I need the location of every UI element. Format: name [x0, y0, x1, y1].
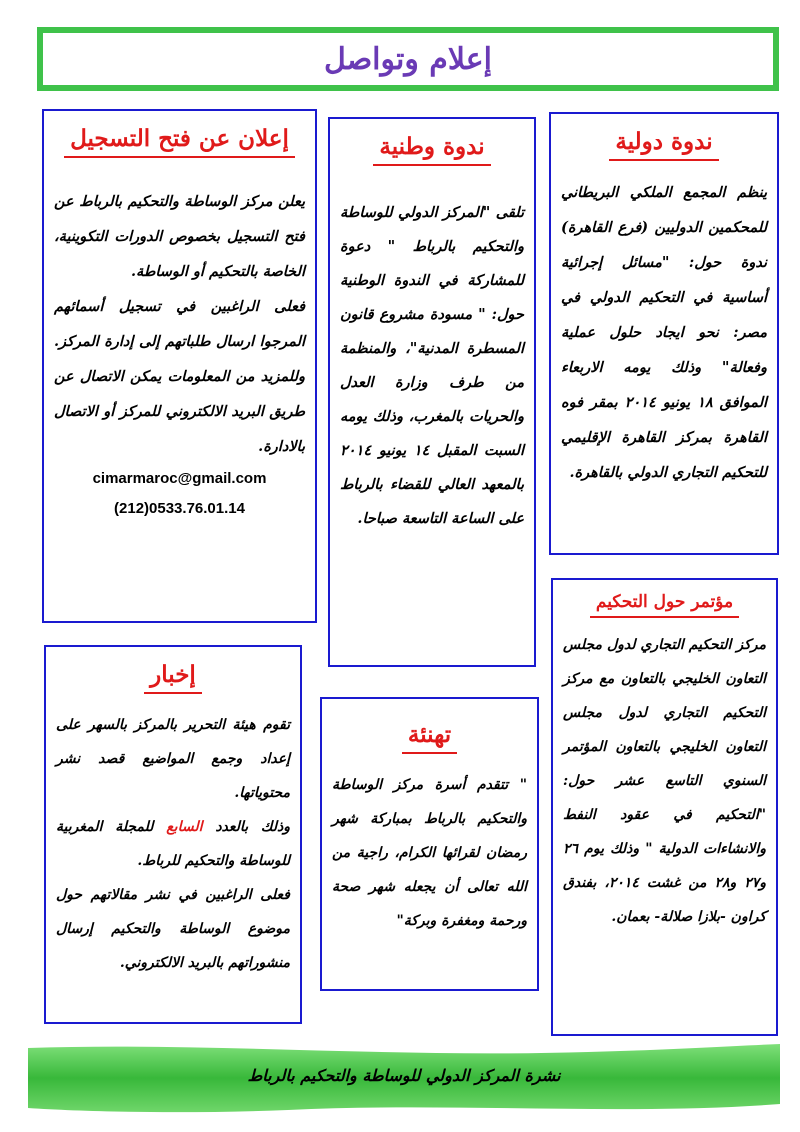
registration-paragraph-2: فعلى الراغبين في تسجيل أسمائهم المرجوا ارسال طلباتهم إلى إدارة المركز. وللمزيد من المعلومات يمكن الاتصال عن طريق البريد الالكتروني للمركز أو الاتصال بالادارة.: [54, 298, 305, 455]
congratulations-text: " تتقدم أسرة مركز الوساطة والتحكيم بالرباط بمباركة شهر رمضان لقرائها الكرام، راجية من الله تعالى أن يجعله شهر صحة ورحمة ومغفرة وبركة": [332, 777, 527, 929]
international-seminar-text: ينظم المجمع الملكي البريطاني للمحكمين الدوليين (فرع القاهرة) ندوة حول: "مسائل إجرائية أساسية في التحكيم الدولي في مصر: نحو ايجاد حلول عملية وفعالة" وذلك يومه الاربعاء الموافق ١٨ يونيو ٢٠١٤ بمقر فوه القاهرة بمركز القاهرة الإقليمي للتحكيم التجاري الدولي بالقاهرة.: [561, 184, 768, 481]
registration-text: [54, 184, 305, 464]
news-paragraph-2: وذلك بالعدد السابع للمجلة المغربية للوساطة والتحكيم للرباط.: [56, 819, 290, 869]
registration-email: cimarmaroc@gmail.com: [92, 470, 267, 487]
international-seminar-title: ندوة دولية: [561, 128, 767, 161]
header-banner: [37, 27, 779, 91]
footer-text: نشرة المركز الدولي للوساطة والتحكيم بالرباط: [247, 1066, 561, 1085]
national-seminar-box: [328, 117, 536, 667]
national-seminar-title: ندوة وطنية: [340, 133, 524, 166]
international-seminar-box: [549, 112, 779, 555]
news-paragraph-3: فعلى الراغبين في نشر مقالاتهم حول موضوع الوساطة والتحكيم إرسال منشوراتهم بالبريد الالكتروني.: [56, 887, 290, 971]
registration-paragraph-1: يعلن مركز الوساطة والتحكيم بالرباط عن فتح التسجيل بخصوص الدورات التكوينية، الخاصة بالتحكيم أو الوساطة.: [54, 193, 305, 280]
congratulations-title: تهنئة: [332, 721, 527, 754]
conference-box: [551, 578, 778, 1036]
news-title: إخبار: [56, 661, 290, 694]
national-seminar-text: تلقى "المركز الدولي للوساطة والتحكيم بالرباط " دعوة للمشاركة في الندوة الوطنية حول: " مسودة مشروع قانون المسطرة المدنية"، والمنظمة من طرف وزارة العدل والحريات بالمغرب، وذلك يومه السبت المقبل ١٤ يونيو ٢٠١٤ بالمعهد العالي للقضاء بالرباط على الساعة التاسعة صباحا.: [340, 204, 524, 527]
news-box: [44, 645, 302, 1024]
page-title: إعلام وتواصل: [323, 41, 493, 77]
conference-title: مؤتمر حول التحكيم: [563, 592, 766, 618]
footer-banner: [28, 1044, 780, 1114]
issue-number-highlight: السابع: [166, 819, 203, 835]
conference-text: مركز التحكيم التجاري لدول مجلس التعاون الخليجي بالتعاون مع مركز التحكيم التجاري لدول مجلس التعاون الخليجي بالتعاون المؤتمر السنوي التاسع عشر حول: "التحكيم في عقود النفط والانشاءات الدولية " وذلك يوم ٢٦ و٢٧ و٢٨ من غشت ٢٠١٤، بفندق كراون -بلازا صلالة- بعمان.: [563, 637, 767, 925]
registration-box: [42, 109, 317, 623]
registration-title: إعلان عن فتح التسجيل: [54, 125, 305, 158]
congratulations-box: [320, 697, 539, 991]
registration-phone: (212)0533.76.01.14: [114, 500, 245, 517]
news-paragraph-1: تقوم هيئة التحرير بالمركز بالسهر على إعداد وجمع المواضيع قصد نشر محتوياتها.: [56, 717, 290, 801]
news-text: [56, 708, 290, 980]
